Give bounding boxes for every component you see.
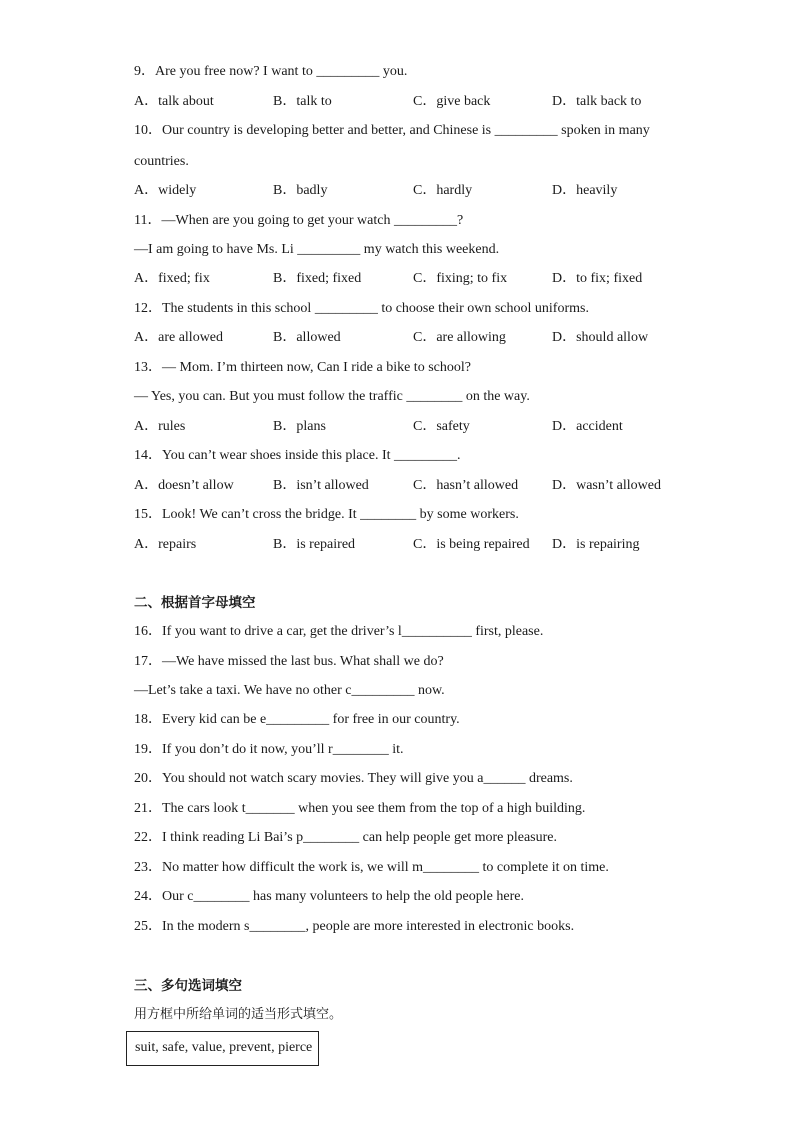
question-9-options — [134, 93, 694, 111]
section-2-heading: 二、根据首字母填空 — [134, 595, 256, 611]
fill-line-17: 17．—We have missed the last bus. What shall we do? — [134, 654, 444, 669]
question-9-stem: 9．Are you free now? I want to _________ you. — [134, 64, 408, 79]
question-15-stem: 15．Look! We can’t cross the bridge. It ________ by some workers. — [134, 507, 519, 522]
option-d[interactable]: D．should allow — [552, 330, 649, 345]
option-b[interactable]: B．allowed — [273, 330, 341, 345]
fill-line-24: 24．Our c________ has many volunteers to help the old people here. — [134, 889, 524, 904]
option-b[interactable]: B．is repaired — [273, 537, 356, 552]
option-a[interactable]: A．fixed; fix — [134, 271, 210, 286]
option-c[interactable]: C．give back — [413, 94, 491, 109]
fill-line-23: 23．No matter how difficult the work is, we will m________ to complete it on time. — [134, 860, 609, 875]
option-c[interactable]: C．is being repaired — [413, 537, 530, 552]
option-b[interactable]: B．badly — [273, 183, 328, 198]
option-a[interactable]: A．doesn’t allow — [134, 478, 234, 493]
question-13-stem-cont: — Yes, you can. But you must follow the traffic ________ on the way. — [134, 389, 530, 404]
fill-line-16: 16．If you want to drive a car, get the driver’s l__________ first, please. — [134, 624, 544, 639]
fill-line-20: 20．You should not watch scary movies. They will give you a______ dreams. — [134, 771, 573, 786]
option-c[interactable]: C．safety — [413, 419, 470, 434]
word-box: suit, safe, value, prevent, pierce — [126, 1031, 319, 1066]
question-12-stem: 12．The students in this school _________ to choose their own school uniforms. — [134, 301, 589, 316]
fill-line-18: 18．Every kid can be e_________ for free in our country. — [134, 712, 460, 727]
fill-line-25: 25．In the modern s________, people are more interested in electronic books. — [134, 919, 575, 934]
option-c[interactable]: C．hardly — [413, 183, 473, 198]
option-b[interactable]: B．talk to — [273, 94, 332, 109]
question-10-stem: 10．Our country is developing better and better, and Chinese is _________ spoken in many — [134, 123, 650, 138]
option-a[interactable]: A．rules — [134, 419, 186, 434]
option-b[interactable]: B．isn’t allowed — [273, 478, 369, 493]
option-b[interactable]: B．plans — [273, 419, 326, 434]
section-3-instruction: 用方框中所给单词的适当形式填空。 — [134, 1007, 343, 1022]
question-11-stem-cont: —I am going to have Ms. Li _________ my watch this weekend. — [134, 242, 500, 257]
option-d[interactable]: D．wasn’t allowed — [552, 478, 661, 493]
option-d[interactable]: D．accident — [552, 419, 623, 434]
fill-line-19: 19．If you don’t do it now, you’ll r________ it. — [134, 742, 404, 757]
option-c[interactable]: C．fixing; to fix — [413, 271, 508, 286]
fill-line-21: 21．The cars look t_______ when you see them from the top of a high building. — [134, 801, 586, 816]
option-c[interactable]: C．hasn’t allowed — [413, 478, 519, 493]
question-10-options — [134, 182, 694, 200]
question-13-options — [134, 418, 694, 436]
option-d[interactable]: D．is repairing — [552, 537, 640, 552]
question-15-options — [134, 536, 694, 554]
option-a[interactable]: A．talk about — [134, 94, 214, 109]
option-a[interactable]: A．are allowed — [134, 330, 224, 345]
question-11-options — [134, 270, 694, 288]
option-d[interactable]: D．talk back to — [552, 94, 642, 109]
option-a[interactable]: A．widely — [134, 183, 197, 198]
question-10-stem-cont: countries. — [134, 154, 189, 169]
option-b[interactable]: B．fixed; fixed — [273, 271, 362, 286]
option-d[interactable]: D．heavily — [552, 183, 618, 198]
question-11-stem: 11．—When are you going to get your watch _________? — [134, 213, 464, 228]
question-12-options — [134, 329, 694, 347]
option-d[interactable]: D．to fix; fixed — [552, 271, 643, 286]
section-3-heading: 三、多句选词填空 — [134, 978, 242, 994]
question-13-stem: 13．— Mom. I’m thirteen now, Can I ride a bike to school? — [134, 360, 471, 375]
option-c[interactable]: C．are allowing — [413, 330, 506, 345]
option-a[interactable]: A．repairs — [134, 537, 197, 552]
question-14-stem: 14．You can’t wear shoes inside this place. It _________. — [134, 448, 461, 463]
question-14-options — [134, 477, 694, 495]
fill-line-17-reply: —Let’s take a taxi. We have no other c_________ now. — [134, 683, 445, 698]
fill-line-22: 22．I think reading Li Bai’s p________ can help people get more pleasure. — [134, 830, 558, 845]
